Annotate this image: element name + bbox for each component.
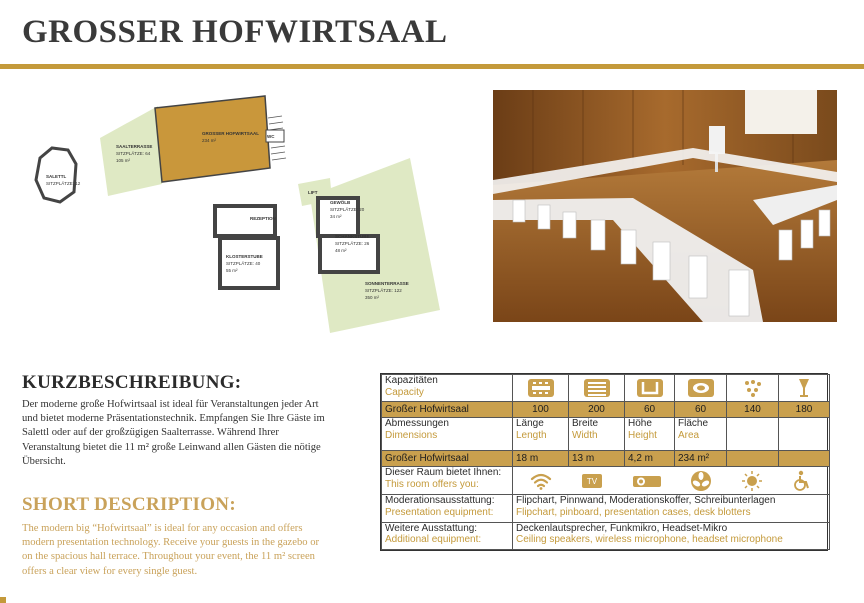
saalterrasse-label: SAALTERRASSE: [116, 144, 153, 149]
length-value: 18 m: [513, 450, 569, 466]
banquet-icon: [513, 375, 569, 402]
height-label-en: Height: [628, 429, 657, 441]
capacity-label-cell: [382, 375, 513, 402]
offers-icons-cell: [513, 467, 830, 495]
capacity-row: [382, 375, 830, 402]
width-label-cell: [569, 418, 625, 450]
wifi-icon: [530, 472, 552, 490]
area-label-en: Area: [678, 429, 700, 441]
presentation-label-en: Presentation equipment:: [385, 506, 494, 518]
title-rule: [0, 64, 864, 69]
additional-equipment-row: [382, 522, 830, 549]
area-value: 234 m²: [675, 450, 727, 466]
capacity-reception: 140: [727, 402, 779, 418]
dimensions-row: [382, 418, 830, 450]
capacity-u-shape: 60: [625, 402, 675, 418]
room-name-cell: Großer Hofwirtsaal: [382, 402, 513, 418]
floor-plan: [30, 88, 450, 348]
capacity-standing: 180: [779, 402, 830, 418]
room-info-table: [380, 373, 828, 551]
english-description: The modern big “Hofwirtsaal” is ideal for any occasion and offers modern presentation technology. Receive your guests in the gazebo or on the spacious hall terrace. Throughout your event, the 11 m² screen offers a clear view for every single guest.: [22, 523, 320, 577]
additional-label-de: Weitere Ausstattung:: [385, 522, 478, 534]
length-label-de: Länge: [516, 418, 544, 430]
offers-label-cell: [382, 467, 513, 495]
height-value: 4,2 m: [625, 450, 675, 466]
dimensions-label-cell: [382, 418, 513, 450]
offers-label-en: This room offers you:: [385, 478, 479, 490]
room-name-cell-2: Großer Hofwirtsaal: [382, 450, 513, 466]
width-label-en: Width: [572, 429, 598, 441]
salettl-label: SALETTL: [46, 174, 67, 179]
presentation-equipment-row: [382, 495, 830, 522]
additional-value-cell: [513, 522, 830, 549]
short-description-heading: SHORT DESCRIPTION:: [22, 494, 236, 515]
standing-glass-icon: [779, 375, 830, 402]
gewoelb-label: GEWÖLB: [330, 200, 351, 205]
klosterstube-seats: SITZPLÄTZE: 40: [226, 261, 261, 266]
gewoelb-area: 34 m²: [330, 214, 342, 219]
schankstube-label: SCHANKSTUBE: [335, 234, 370, 239]
saalterrasse-seats: SITZPLÄTZE: 64: [116, 151, 151, 156]
page-corner-mark: [0, 597, 6, 603]
capacity-label-en: Capacity: [385, 386, 424, 398]
reception-icon: [727, 375, 779, 402]
rezeption-room: [215, 206, 275, 236]
hall-label: GROSSER HOFWIRTSAAL: [202, 131, 259, 136]
presentation-label-cell: [382, 495, 513, 522]
sonnenterrasse-area-text: 350 m²: [365, 295, 380, 300]
rezeption-label: REZEPTION: [250, 216, 276, 221]
presentation-value-en: Flipchart, pinboard, presentation cases, desk blotters: [516, 506, 751, 518]
offers-label-de: Dieser Raum bietet Ihnen:: [385, 467, 502, 478]
empty-cell: [727, 418, 779, 450]
hall-area: 234 m²: [202, 138, 217, 143]
hall-photo: [493, 90, 837, 322]
empty-cell: [727, 450, 779, 466]
ventilation-icon: [690, 470, 712, 492]
theater-icon: [569, 375, 625, 402]
capacity-values-row: [382, 402, 830, 418]
area-label-de: Fläche: [678, 418, 709, 430]
lift-label: LIFT: [308, 190, 318, 195]
additional-value-de: Deckenlautsprecher, Funkmikro, Headset-Mikro: [516, 522, 728, 534]
width-label-de: Breite: [572, 418, 599, 430]
offers-row: [382, 467, 830, 495]
round-table-icon: [675, 375, 727, 402]
additional-value-en: Ceiling speakers, wireless microphone, headset microphone: [516, 534, 783, 546]
capacity-theater: 200: [569, 402, 625, 418]
kurzbeschreibung-heading: KURZBESCHREIBUNG:: [22, 372, 242, 393]
height-label-de: Höhe: [628, 418, 652, 430]
dimensions-label-de: Abmessungen: [385, 418, 449, 430]
schankstube-area: 48 m²: [335, 248, 347, 253]
wc-label: WC: [267, 134, 275, 139]
dimensions-label-en: Dimensions: [385, 429, 438, 441]
height-label-cell: [625, 418, 675, 450]
area-label-cell: [675, 418, 727, 450]
empty-cell: [779, 418, 830, 450]
german-description: Der moderne große Hofwirtsaal ist ideal für Veranstaltungen jeder Art und bietet moderne Präsentationstechnik. Empfangen Sie Ihre Gäste im Salettl oder auf der großzügigen Saalterrasse. Während Ihrer Veranstaltung bietet die 11 m² große Leinwand allen Gästen die nötige Übersicht.: [22, 399, 325, 467]
presentation-label-de: Moderationsausstattung:: [385, 495, 495, 507]
additional-label-cell: [382, 522, 513, 549]
empty-cell: [779, 450, 830, 466]
capacity-label-de: Kapazitäten: [385, 375, 438, 386]
svg-text:TV: TV: [586, 476, 598, 486]
capacity-banquet: 100: [513, 402, 569, 418]
wheelchair-icon: [792, 470, 812, 492]
sonnenterrasse-seats: SITZPLÄTZE: 122: [365, 288, 402, 293]
length-label-cell: [513, 418, 569, 450]
width-value: 13 m: [569, 450, 625, 466]
tv-icon: [581, 471, 603, 491]
gewoelb-seats: SITZPLÄTZE: 20: [330, 207, 365, 212]
sonnenterrasse-label: SONNENTERRASSE: [365, 281, 409, 286]
klosterstube-area: 55 m²: [226, 268, 238, 273]
u-shape-icon: [625, 375, 675, 402]
additional-label-en: Additional equipment:: [385, 534, 482, 546]
saalterrasse-area-text: 105 m²: [116, 158, 131, 163]
schankstube-seats: SITZPLÄTZE: 26: [335, 241, 370, 246]
salettl-seats: SITZPLÄTZE: 12: [46, 181, 81, 186]
capacity-round: 60: [675, 402, 727, 418]
klosterstube-label: KLOSTERSTUBE: [226, 254, 263, 259]
length-label-en: Length: [516, 429, 547, 441]
presentation-value-cell: [513, 495, 830, 522]
page-title: GROSSER HOFWIRTSAAL: [22, 14, 448, 50]
dimension-values-row: [382, 450, 830, 466]
presentation-value-de: Flipchart, Pinnwand, Moderationskoffer, Schreibunterlagen: [516, 495, 776, 507]
projector-icon: [632, 472, 662, 490]
daylight-icon: [741, 470, 763, 492]
